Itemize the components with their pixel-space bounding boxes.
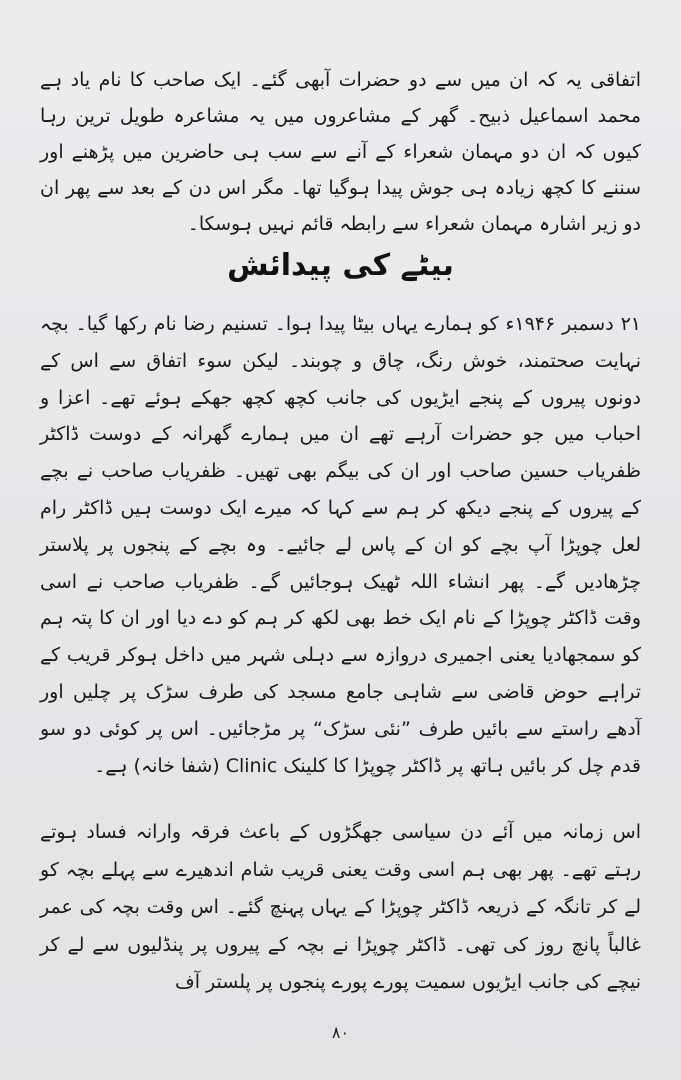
- section-heading: بیٹے کی پیدائش: [227, 248, 454, 283]
- page-number: ۸۰: [331, 1023, 350, 1042]
- paragraph-3: اس زمانہ میں آئے دن سیاسی جھگڑوں کے باعث فرقہ وارانہ فساد ہوتے رہتے تھے۔ پھر بھی ہم اسی وقت یعنی قریب شام اندھیرے سے پہلے بچہ کو لے کر تانگہ کے ذریعہ ڈاکٹر چوپڑا کے یہاں پہنچ گئے۔ اس وقت بچہ کی عمر غالباً پانچ روز کی تھی۔ ڈاکٹر چوپڑا نے بچہ کے پیروں پر پنڈلیوں سے لے کر نیچے کی جانب ایڑیوں سمیت پورے پورے پنجوں پر پلستر آف: [40, 821, 641, 993]
- paragraph-2: ۲۱ دسمبر ۱۹۴۶ء کو ہمارے یہاں بیٹا پیدا ہوا۔ تسنیم رضا نام رکھا گیا۔ بچہ نہایت صحتمند، خوش رنگ، چاق و چوبند۔ لیکن سوء اتفاق سے اس کے دونوں پیروں کے پنجے ایڑیوں کی جانب کچھ کچھ جھکے ہوئے تھے۔ اعزا و احباب میں جو حضرات آرہے تھے ان میں ہمارے گھرانہ کے دوست ڈاکٹر ظفریاب حسین صاحب اور ان کی بیگم بھی تھیں۔ ظفریاب صاحب نے بچے کے پیروں کے پنجے دیکھ کر ہم سے کہا کہ میرے ایک دوست ہیں ڈاکٹر رام لعل چوپڑا آپ بچے کو ان کے پاس لے جائیے۔ وہ بچے کے پنجوں پر پلاستر چڑھادیں گے۔ پھر انشاء اللہ ٹھیک ہوجائیں گے۔ ظفریاب صاحب نے اسی وقت ڈاکٹر چوپڑا کے نام ایک خط بھی لکھ کر ہم کو دے دیا اور ان کا پتہ ہم کو سمجھادیا یعنی اجمیری دروازہ سے دہلی شہر میں داخل ہوکر قریب کے تراہے حوض قاضی سے شاہی جامع مسجد کی طرف سڑک پر چلیں اور آدھے راستے سے بائیں طرف ”نئی سڑک“ پر مڑجائیں۔ اس پر کوئی دو سو قدم چل کر بائیں ہاتھ پر ڈاکٹر چوپڑا کا کلینک Clinic (شفا خانہ) ہے۔: [40, 313, 641, 777]
- paragraph-1: اتفاقی یہ کہ ان میں سے دو حضرات آبھی گئے۔ ایک صاحب کا نام یاد ہے محمد اسماعیل ذبیح۔ گھر کے مشاعروں میں یہ مشاعرہ طویل ترین رہا کیوں کہ ان دو مہمان شعراء کے آنے سے سب ہی حاضرین میں پڑھنے اور سننے کا کچھ زیادہ ہی جوش پیدا ہوگیا تھا۔ مگر اس دن کے بعد سے پھر ان دو زیر اشارہ مہمان شعراء سے رابطہ قائم نہیں ہوسکا۔: [40, 69, 641, 235]
